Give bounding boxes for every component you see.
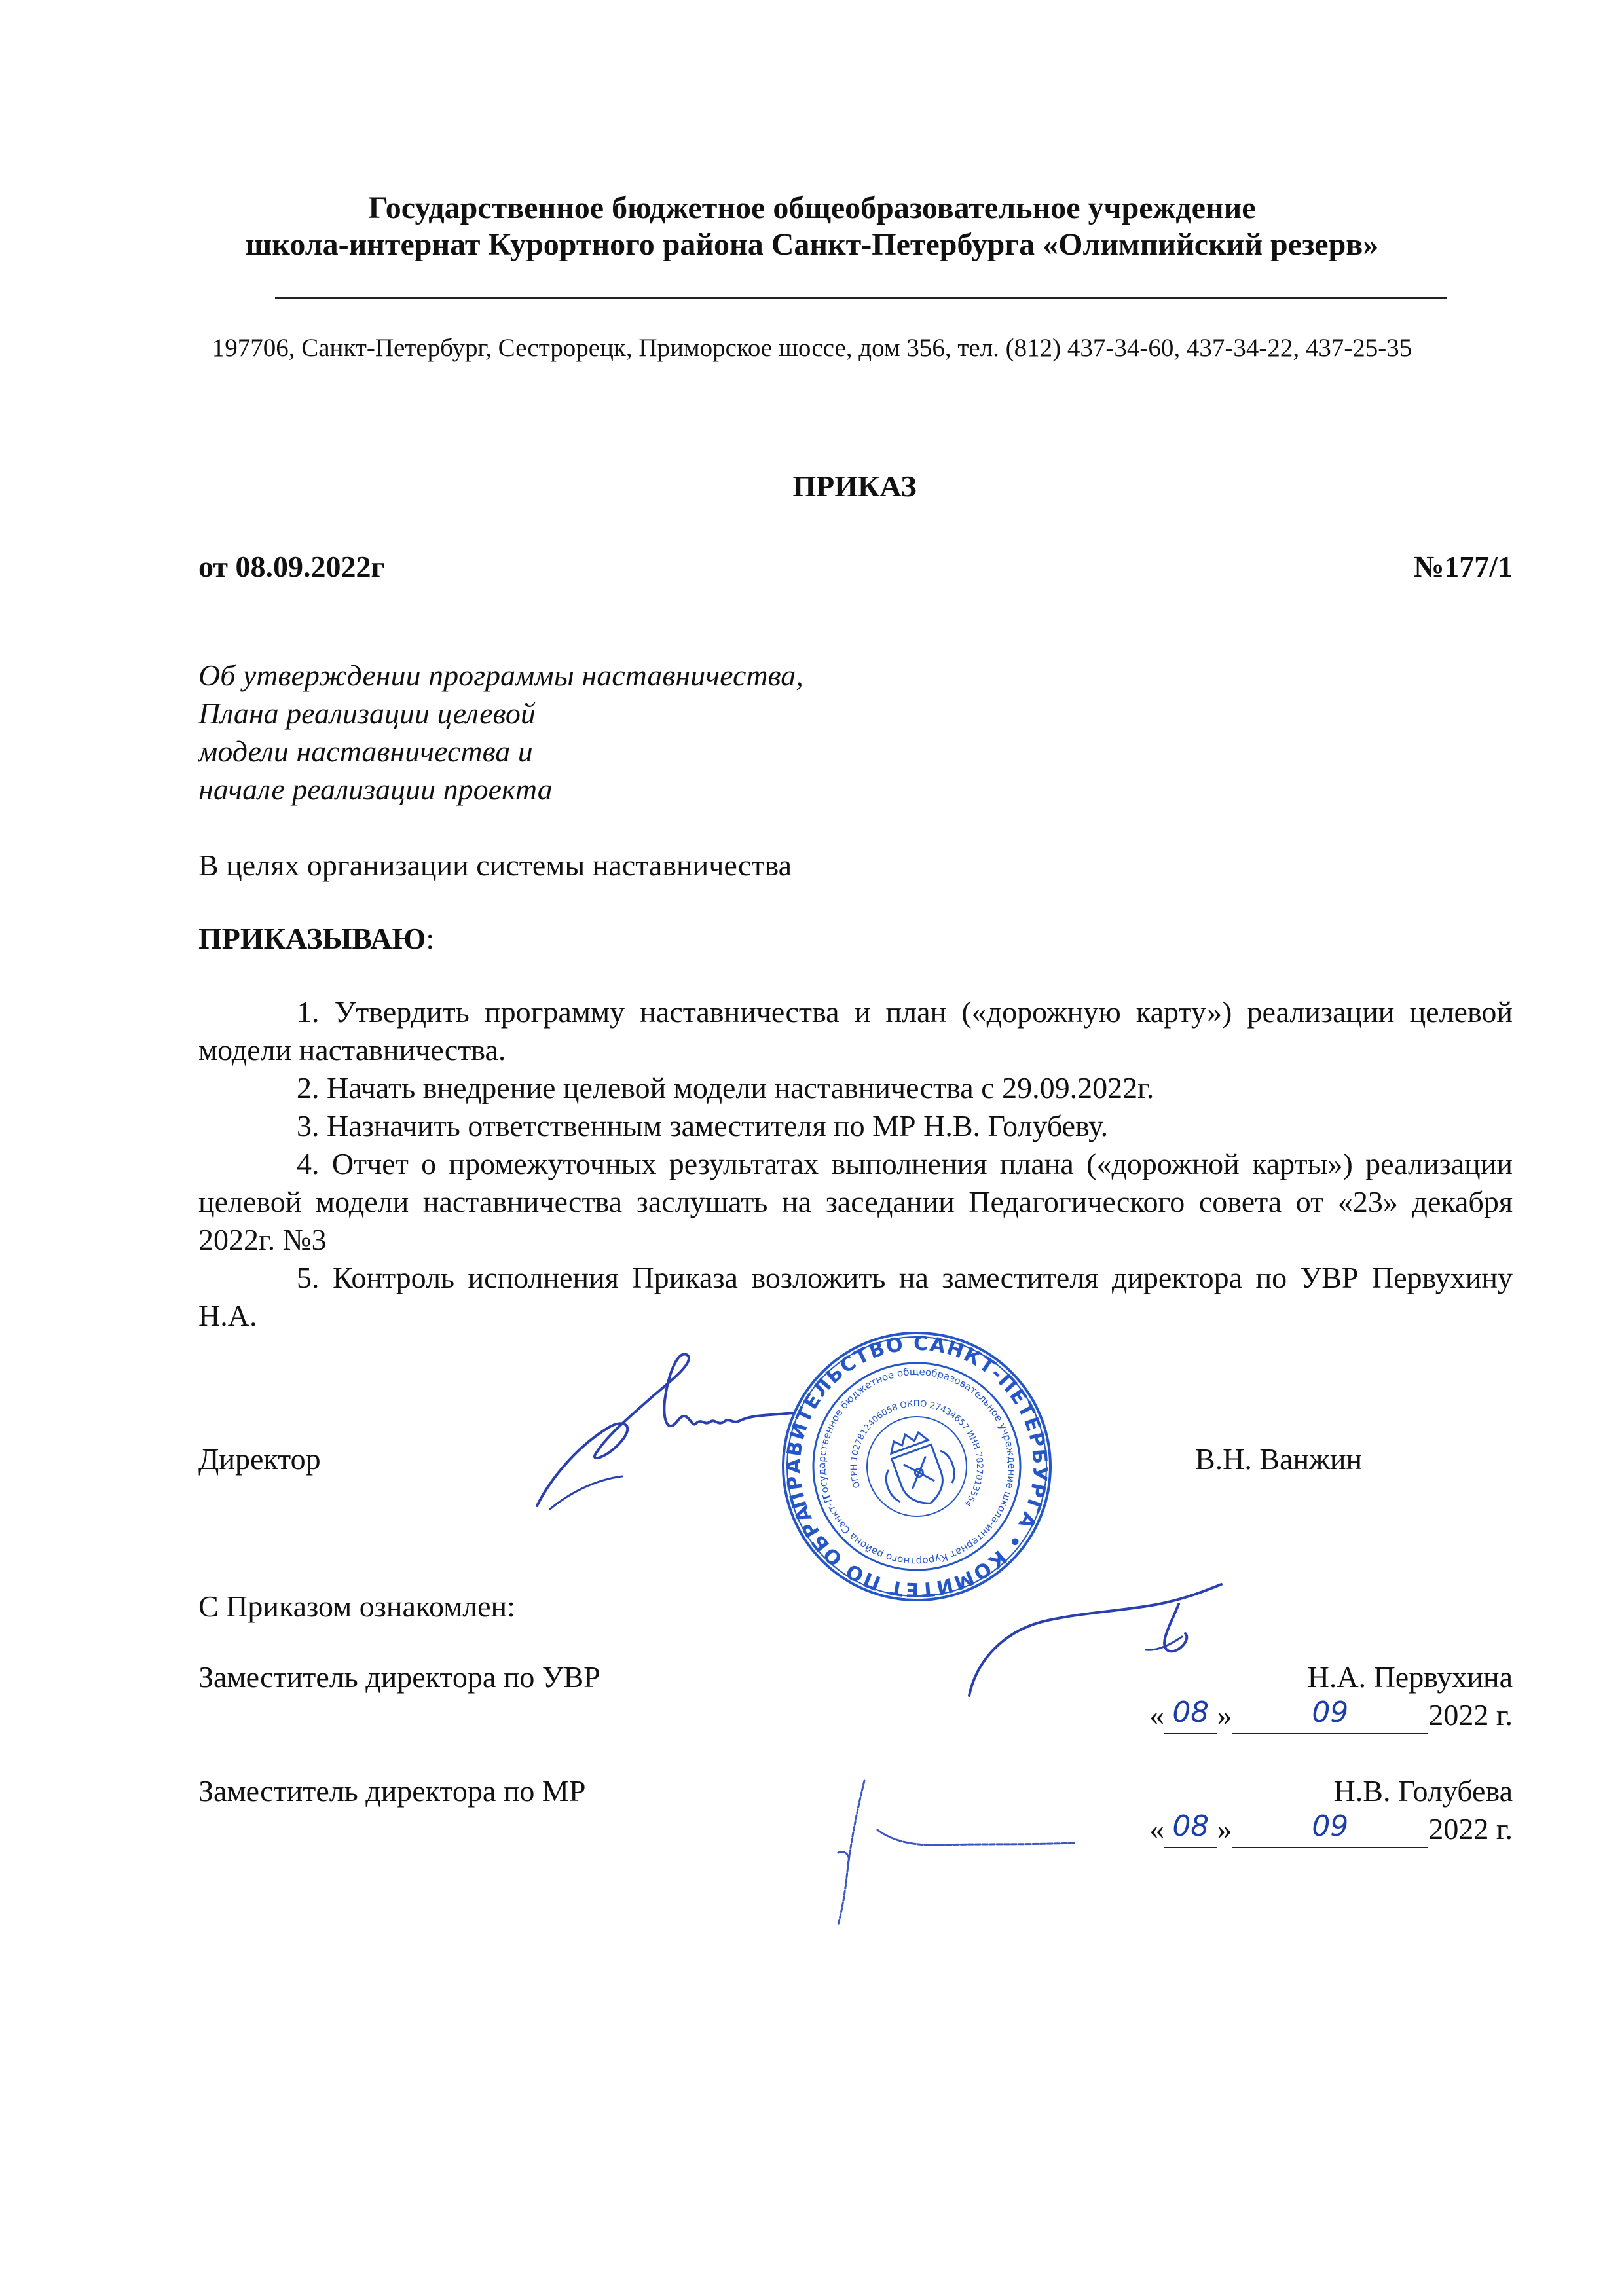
handwritten-month: 09 — [1312, 1810, 1349, 1843]
order-number: №177/1 — [1413, 550, 1513, 583]
org-address: 197706, Санкт-Петербург, Сестрорецк, Приморское шоссе, дом 356, тел. (812) 437-34-60, 437-34-22, 437-25-35 — [212, 334, 1412, 362]
quote-close: » — [1217, 1698, 1232, 1732]
order-item-1: 1. Утвердить программу наставничества и план («дорожную карту») реализации целевой модели наставничества. — [198, 995, 1513, 1066]
deputy-uvr-signature — [963, 1578, 1238, 1709]
quote-open: « — [1149, 1812, 1165, 1846]
subject-line-2: Плана реализации целевой — [198, 697, 536, 730]
preamble: В целях организации системы наставничества — [198, 848, 792, 882]
document-title: ПРИКАЗ — [792, 469, 917, 503]
director-name: В.Н. Ванжин — [1195, 1442, 1363, 1476]
handwritten-month: 09 — [1312, 1696, 1349, 1729]
order-item-4: 4. Отчет о промежуточных результатах выполнения плана («дорожной карты») реализации целевой модели наставничества заслушать на заседании Педагогического совета от «23» декабря 2022г. №3 — [198, 1147, 1513, 1256]
quote-close: » — [1217, 1812, 1232, 1846]
svg-text:ОГРН 1027812406058 ОКПО 274346 — [830, 1380, 1000, 1544]
seal-ids-text: ОГРН 1027812406058 ОКПО 27434657 ИНН 7827013554 — [849, 1398, 985, 1508]
deputy-mr-role: Заместитель директора по МР — [198, 1774, 586, 1808]
deputy-mr-name: Н.В. Голубева — [1333, 1774, 1513, 1808]
year-text: 2022 г. — [1428, 1812, 1513, 1846]
handwritten-day: 08 — [1172, 1696, 1209, 1729]
month-blank — [1232, 1696, 1428, 1734]
year-text: 2022 г. — [1428, 1698, 1513, 1732]
header-rule — [275, 297, 1447, 299]
quote-open: « — [1149, 1698, 1165, 1732]
day-blank — [1164, 1810, 1217, 1848]
subject-line-1: Об утверждении программы наставничества, — [198, 659, 803, 692]
deputy-uvr-role: Заместитель директора по УВР — [198, 1660, 600, 1694]
seal-outer-text: ПРАВИТЕЛЬСТВО САНКТ-ПЕТЕРБУРГА • КОМИТЕТ ПО ОБРАЗОВАНИЮ — [782, 1332, 1052, 1601]
director-label: Директор — [198, 1442, 321, 1476]
official-seal — [779, 1329, 1054, 1604]
subject-line-4: начале реализации проекта — [198, 773, 553, 806]
command — [198, 920, 434, 958]
order-subject — [198, 657, 803, 809]
org-name-line-1: Государственное бюджетное общеобразовательное учреждение — [368, 191, 1256, 225]
order-date: от 08.09.2022г — [198, 550, 385, 583]
deputy-mr-date — [1149, 1810, 1513, 1848]
order-item-2: 2. Начать внедрение целевой модели наставничества с 29.09.2022г. — [297, 1071, 1154, 1104]
deputy-mr-signature — [812, 1768, 1087, 1938]
handwritten-day: 08 — [1172, 1810, 1209, 1843]
order-item-5: 5. Контроль исполнения Приказа возложить на заместителя директора по УВР Первухину Н.А. — [198, 1261, 1513, 1332]
order-item-3: 3. Назначить ответственным заместителя по МР Н.В. Голубеву. — [297, 1109, 1109, 1142]
director-signature — [524, 1349, 799, 1519]
seal-inner-text: Государственное бюджетное общеобразовательное учреждение школа-интернат Курортного района Санкт-Петербурга — [815, 1365, 1018, 1568]
coat-of-arms-icon — [873, 1423, 963, 1515]
command-colon: : — [426, 922, 435, 955]
org-name-line-2: школа-интернат Курортного района Санкт-Петербурга «Олимпийский резерв» — [245, 227, 1379, 262]
acquainted-heading: С Приказом ознакомлен: — [198, 1590, 515, 1623]
month-blank — [1232, 1810, 1428, 1848]
command-word: ПРИКАЗЫВАЮ — [198, 922, 426, 955]
deputy-uvr-name: Н.А. Первухина — [1307, 1660, 1513, 1694]
subject-line-3: модели наставничества и — [198, 735, 533, 768]
